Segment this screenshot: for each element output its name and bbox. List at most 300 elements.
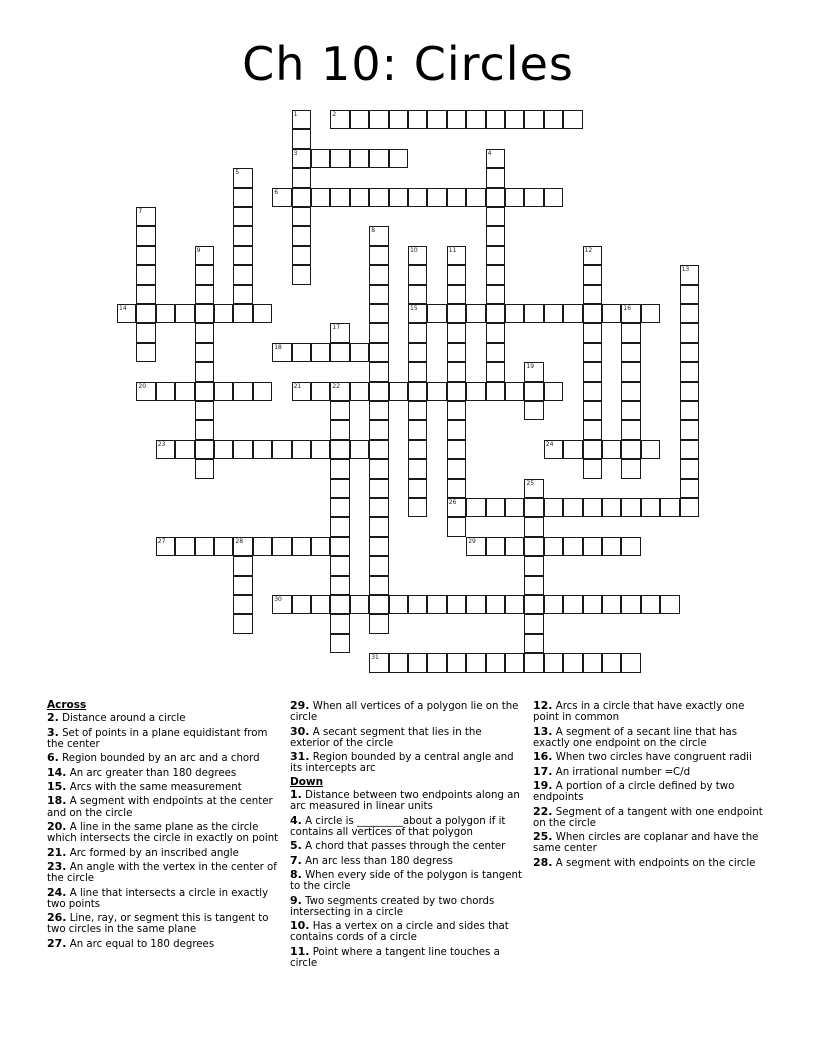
- grid-cell[interactable]: [350, 595, 369, 614]
- grid-cell[interactable]: [233, 440, 252, 459]
- grid-cell[interactable]: [660, 498, 679, 517]
- grid-cell[interactable]: [602, 498, 621, 517]
- grid-cell[interactable]: [330, 343, 349, 362]
- grid-cell[interactable]: [524, 614, 543, 633]
- grid-cell[interactable]: [447, 595, 466, 614]
- grid-cell[interactable]: [330, 401, 349, 420]
- grid-cell[interactable]: [311, 537, 330, 556]
- grid-cell[interactable]: [369, 401, 388, 420]
- grid-cell[interactable]: [660, 595, 679, 614]
- grid-cell[interactable]: [486, 498, 505, 517]
- grid-cell[interactable]: [524, 556, 543, 575]
- grid-cell[interactable]: [621, 459, 640, 478]
- grid-cell[interactable]: [389, 110, 408, 129]
- grid-cell[interactable]: [680, 362, 699, 381]
- grid-cell[interactable]: [369, 149, 388, 168]
- grid-cell[interactable]: [427, 304, 446, 323]
- grid-cell[interactable]: [369, 226, 388, 245]
- grid-cell[interactable]: [330, 614, 349, 633]
- grid-cell[interactable]: [117, 304, 136, 323]
- grid-cell[interactable]: [583, 362, 602, 381]
- grid-cell[interactable]: [195, 343, 214, 362]
- grid-cell[interactable]: [369, 110, 388, 129]
- grid-cell[interactable]: [583, 246, 602, 265]
- grid-cell[interactable]: [505, 304, 524, 323]
- grid-cell[interactable]: [641, 440, 660, 459]
- grid-cell[interactable]: [389, 653, 408, 672]
- grid-cell[interactable]: [563, 595, 582, 614]
- grid-cell[interactable]: [369, 285, 388, 304]
- grid-cell[interactable]: [583, 285, 602, 304]
- grid-cell[interactable]: [175, 537, 194, 556]
- grid-cell[interactable]: [408, 304, 427, 323]
- grid-cell[interactable]: [330, 382, 349, 401]
- grid-cell[interactable]: [583, 265, 602, 284]
- grid-cell[interactable]: [621, 323, 640, 342]
- grid-cell[interactable]: [641, 595, 660, 614]
- grid-cell[interactable]: [369, 517, 388, 536]
- grid-cell[interactable]: [408, 343, 427, 362]
- grid-cell[interactable]: [195, 440, 214, 459]
- grid-cell[interactable]: [680, 498, 699, 517]
- grid-cell[interactable]: [195, 459, 214, 478]
- grid-cell[interactable]: [447, 362, 466, 381]
- grid-cell[interactable]: [195, 265, 214, 284]
- grid-cell[interactable]: [233, 576, 252, 595]
- grid-cell[interactable]: [136, 246, 155, 265]
- grid-cell[interactable]: [233, 207, 252, 226]
- grid-cell[interactable]: [524, 304, 543, 323]
- grid-cell[interactable]: [369, 440, 388, 459]
- grid-cell[interactable]: [408, 382, 427, 401]
- grid-cell[interactable]: [369, 323, 388, 342]
- grid-cell[interactable]: [486, 265, 505, 284]
- grid-cell[interactable]: [233, 265, 252, 284]
- grid-cell[interactable]: [408, 440, 427, 459]
- grid-cell[interactable]: [272, 595, 291, 614]
- grid-cell[interactable]: [369, 188, 388, 207]
- grid-cell[interactable]: [427, 653, 446, 672]
- grid-cell[interactable]: [447, 110, 466, 129]
- grid-cell[interactable]: [621, 343, 640, 362]
- grid-cell[interactable]: [389, 382, 408, 401]
- grid-cell[interactable]: [330, 420, 349, 439]
- grid-cell[interactable]: [680, 285, 699, 304]
- grid-cell[interactable]: [195, 304, 214, 323]
- grid-cell[interactable]: [524, 110, 543, 129]
- grid-cell[interactable]: [680, 382, 699, 401]
- grid-cell[interactable]: [195, 362, 214, 381]
- grid-cell[interactable]: [524, 188, 543, 207]
- grid-cell[interactable]: [156, 440, 175, 459]
- grid-cell[interactable]: [621, 653, 640, 672]
- grid-cell[interactable]: [330, 517, 349, 536]
- grid-cell[interactable]: [466, 595, 485, 614]
- grid-cell[interactable]: [408, 362, 427, 381]
- grid-cell[interactable]: [621, 362, 640, 381]
- grid-cell[interactable]: [408, 323, 427, 342]
- grid-cell[interactable]: [369, 265, 388, 284]
- grid-cell[interactable]: [330, 149, 349, 168]
- grid-cell[interactable]: [505, 382, 524, 401]
- grid-cell[interactable]: [136, 343, 155, 362]
- grid-cell[interactable]: [505, 110, 524, 129]
- grid-cell[interactable]: [292, 110, 311, 129]
- grid-cell[interactable]: [253, 304, 272, 323]
- grid-cell[interactable]: [486, 207, 505, 226]
- grid-cell[interactable]: [214, 537, 233, 556]
- grid-cell[interactable]: [505, 498, 524, 517]
- grid-cell[interactable]: [136, 226, 155, 245]
- grid-cell[interactable]: [583, 653, 602, 672]
- grid-cell[interactable]: [292, 382, 311, 401]
- grid-cell[interactable]: [408, 420, 427, 439]
- grid-cell[interactable]: [486, 537, 505, 556]
- grid-cell[interactable]: [195, 382, 214, 401]
- grid-cell[interactable]: [524, 634, 543, 653]
- grid-cell[interactable]: [292, 207, 311, 226]
- grid-cell[interactable]: [427, 382, 446, 401]
- grid-cell[interactable]: [486, 168, 505, 187]
- grid-cell[interactable]: [583, 420, 602, 439]
- grid-cell[interactable]: [447, 517, 466, 536]
- grid-cell[interactable]: [369, 479, 388, 498]
- grid-cell[interactable]: [369, 498, 388, 517]
- grid-cell[interactable]: [583, 343, 602, 362]
- grid-cell[interactable]: [621, 420, 640, 439]
- grid-cell[interactable]: [330, 634, 349, 653]
- grid-cell[interactable]: [195, 323, 214, 342]
- grid-cell[interactable]: [311, 595, 330, 614]
- grid-cell[interactable]: [447, 285, 466, 304]
- grid-cell[interactable]: [272, 188, 291, 207]
- grid-cell[interactable]: [680, 304, 699, 323]
- grid-cell[interactable]: [486, 595, 505, 614]
- grid-cell[interactable]: [544, 498, 563, 517]
- grid-cell[interactable]: [408, 188, 427, 207]
- grid-cell[interactable]: [447, 265, 466, 284]
- grid-cell[interactable]: [486, 343, 505, 362]
- grid-cell[interactable]: [156, 537, 175, 556]
- grid-cell[interactable]: [563, 440, 582, 459]
- grid-cell[interactable]: [524, 362, 543, 381]
- grid-cell[interactable]: [330, 576, 349, 595]
- grid-cell[interactable]: [524, 653, 543, 672]
- grid-cell[interactable]: [505, 653, 524, 672]
- grid-cell[interactable]: [583, 537, 602, 556]
- grid-cell[interactable]: [408, 401, 427, 420]
- grid-cell[interactable]: [427, 595, 446, 614]
- grid-cell[interactable]: [214, 440, 233, 459]
- grid-cell[interactable]: [524, 382, 543, 401]
- grid-cell[interactable]: [330, 556, 349, 575]
- grid-cell[interactable]: [602, 653, 621, 672]
- grid-cell[interactable]: [486, 246, 505, 265]
- grid-cell[interactable]: [544, 188, 563, 207]
- grid-cell[interactable]: [447, 653, 466, 672]
- grid-cell[interactable]: [311, 188, 330, 207]
- grid-cell[interactable]: [408, 110, 427, 129]
- grid-cell[interactable]: [544, 440, 563, 459]
- grid-cell[interactable]: [233, 168, 252, 187]
- grid-cell[interactable]: [408, 246, 427, 265]
- grid-cell[interactable]: [621, 498, 640, 517]
- grid-cell[interactable]: [292, 149, 311, 168]
- grid-cell[interactable]: [408, 459, 427, 478]
- grid-cell[interactable]: [447, 188, 466, 207]
- grid-cell[interactable]: [583, 401, 602, 420]
- grid-cell[interactable]: [253, 382, 272, 401]
- grid-cell[interactable]: [175, 382, 194, 401]
- grid-cell[interactable]: [330, 323, 349, 342]
- grid-cell[interactable]: [602, 537, 621, 556]
- grid-cell[interactable]: [447, 246, 466, 265]
- grid-cell[interactable]: [602, 304, 621, 323]
- grid-cell[interactable]: [350, 343, 369, 362]
- grid-cell[interactable]: [408, 653, 427, 672]
- grid-cell[interactable]: [369, 343, 388, 362]
- grid-cell[interactable]: [156, 304, 175, 323]
- grid-cell[interactable]: [195, 537, 214, 556]
- grid-cell[interactable]: [330, 110, 349, 129]
- grid-cell[interactable]: [369, 576, 388, 595]
- grid-cell[interactable]: [621, 304, 640, 323]
- grid-cell[interactable]: [311, 440, 330, 459]
- grid-cell[interactable]: [524, 517, 543, 536]
- grid-cell[interactable]: [524, 576, 543, 595]
- grid-cell[interactable]: [563, 304, 582, 323]
- grid-cell[interactable]: [447, 459, 466, 478]
- grid-cell[interactable]: [350, 149, 369, 168]
- grid-cell[interactable]: [447, 304, 466, 323]
- grid-cell[interactable]: [544, 653, 563, 672]
- grid-cell[interactable]: [447, 382, 466, 401]
- grid-cell[interactable]: [680, 323, 699, 342]
- grid-cell[interactable]: [505, 595, 524, 614]
- grid-cell[interactable]: [369, 556, 388, 575]
- grid-cell[interactable]: [214, 382, 233, 401]
- grid-cell[interactable]: [292, 265, 311, 284]
- grid-cell[interactable]: [195, 401, 214, 420]
- grid-cell[interactable]: [369, 537, 388, 556]
- grid-cell[interactable]: [447, 343, 466, 362]
- grid-cell[interactable]: [136, 285, 155, 304]
- grid-cell[interactable]: [175, 440, 194, 459]
- grid-cell[interactable]: [136, 382, 155, 401]
- grid-cell[interactable]: [486, 226, 505, 245]
- grid-cell[interactable]: [680, 265, 699, 284]
- grid-cell[interactable]: [447, 323, 466, 342]
- grid-cell[interactable]: [641, 304, 660, 323]
- grid-cell[interactable]: [233, 246, 252, 265]
- grid-cell[interactable]: [621, 440, 640, 459]
- grid-cell[interactable]: [544, 382, 563, 401]
- grid-cell[interactable]: [427, 188, 446, 207]
- grid-cell[interactable]: [466, 188, 485, 207]
- grid-cell[interactable]: [486, 362, 505, 381]
- grid-cell[interactable]: [486, 188, 505, 207]
- grid-cell[interactable]: [486, 323, 505, 342]
- grid-cell[interactable]: [466, 110, 485, 129]
- grid-cell[interactable]: [486, 382, 505, 401]
- grid-cell[interactable]: [369, 304, 388, 323]
- grid-cell[interactable]: [292, 246, 311, 265]
- grid-cell[interactable]: [583, 382, 602, 401]
- grid-cell[interactable]: [563, 537, 582, 556]
- grid-cell[interactable]: [466, 382, 485, 401]
- grid-cell[interactable]: [447, 479, 466, 498]
- grid-cell[interactable]: [233, 188, 252, 207]
- grid-cell[interactable]: [292, 343, 311, 362]
- grid-cell[interactable]: [330, 498, 349, 517]
- grid-cell[interactable]: [621, 382, 640, 401]
- grid-cell[interactable]: [621, 537, 640, 556]
- grid-cell[interactable]: [195, 285, 214, 304]
- grid-cell[interactable]: [680, 440, 699, 459]
- grid-cell[interactable]: [680, 420, 699, 439]
- grid-cell[interactable]: [408, 498, 427, 517]
- grid-cell[interactable]: [175, 304, 194, 323]
- grid-cell[interactable]: [369, 595, 388, 614]
- grid-cell[interactable]: [233, 226, 252, 245]
- grid-cell[interactable]: [621, 401, 640, 420]
- grid-cell[interactable]: [544, 304, 563, 323]
- grid-cell[interactable]: [369, 362, 388, 381]
- grid-cell[interactable]: [447, 401, 466, 420]
- grid-cell[interactable]: [253, 440, 272, 459]
- grid-cell[interactable]: [563, 653, 582, 672]
- grid-cell[interactable]: [292, 188, 311, 207]
- grid-cell[interactable]: [447, 420, 466, 439]
- grid-cell[interactable]: [602, 440, 621, 459]
- grid-cell[interactable]: [311, 343, 330, 362]
- grid-cell[interactable]: [389, 149, 408, 168]
- grid-cell[interactable]: [524, 498, 543, 517]
- grid-cell[interactable]: [369, 653, 388, 672]
- grid-cell[interactable]: [583, 440, 602, 459]
- grid-cell[interactable]: [292, 595, 311, 614]
- grid-cell[interactable]: [408, 265, 427, 284]
- grid-cell[interactable]: [350, 110, 369, 129]
- grid-cell[interactable]: [292, 168, 311, 187]
- grid-cell[interactable]: [330, 479, 349, 498]
- grid-cell[interactable]: [544, 537, 563, 556]
- grid-cell[interactable]: [389, 595, 408, 614]
- grid-cell[interactable]: [486, 149, 505, 168]
- grid-cell[interactable]: [524, 537, 543, 556]
- grid-cell[interactable]: [466, 304, 485, 323]
- grid-cell[interactable]: [136, 207, 155, 226]
- grid-cell[interactable]: [505, 188, 524, 207]
- grid-cell[interactable]: [292, 226, 311, 245]
- grid-cell[interactable]: [369, 382, 388, 401]
- grid-cell[interactable]: [311, 149, 330, 168]
- grid-cell[interactable]: [680, 401, 699, 420]
- grid-cell[interactable]: [427, 110, 446, 129]
- grid-cell[interactable]: [330, 537, 349, 556]
- grid-cell[interactable]: [233, 304, 252, 323]
- grid-cell[interactable]: [583, 323, 602, 342]
- grid-cell[interactable]: [350, 382, 369, 401]
- grid-cell[interactable]: [350, 440, 369, 459]
- grid-cell[interactable]: [524, 401, 543, 420]
- grid-cell[interactable]: [641, 498, 660, 517]
- grid-cell[interactable]: [292, 129, 311, 148]
- grid-cell[interactable]: [272, 343, 291, 362]
- grid-cell[interactable]: [330, 188, 349, 207]
- grid-cell[interactable]: [272, 440, 291, 459]
- grid-cell[interactable]: [233, 595, 252, 614]
- grid-cell[interactable]: [369, 614, 388, 633]
- grid-cell[interactable]: [486, 304, 505, 323]
- grid-cell[interactable]: [136, 304, 155, 323]
- grid-cell[interactable]: [486, 285, 505, 304]
- grid-cell[interactable]: [389, 188, 408, 207]
- grid-cell[interactable]: [369, 420, 388, 439]
- grid-cell[interactable]: [583, 304, 602, 323]
- grid-cell[interactable]: [408, 285, 427, 304]
- grid-cell[interactable]: [330, 595, 349, 614]
- grid-cell[interactable]: [524, 479, 543, 498]
- grid-cell[interactable]: [369, 459, 388, 478]
- grid-cell[interactable]: [233, 382, 252, 401]
- grid-cell[interactable]: [195, 246, 214, 265]
- grid-cell[interactable]: [292, 537, 311, 556]
- grid-cell[interactable]: [253, 537, 272, 556]
- grid-cell[interactable]: [583, 498, 602, 517]
- grid-cell[interactable]: [563, 110, 582, 129]
- grid-cell[interactable]: [486, 653, 505, 672]
- grid-cell[interactable]: [544, 110, 563, 129]
- grid-cell[interactable]: [466, 537, 485, 556]
- grid-cell[interactable]: [311, 382, 330, 401]
- grid-cell[interactable]: [447, 498, 466, 517]
- grid-cell[interactable]: [466, 653, 485, 672]
- grid-cell[interactable]: [233, 614, 252, 633]
- grid-cell[interactable]: [292, 440, 311, 459]
- grid-cell[interactable]: [680, 479, 699, 498]
- grid-cell[interactable]: [621, 595, 640, 614]
- grid-cell[interactable]: [214, 304, 233, 323]
- grid-cell[interactable]: [680, 343, 699, 362]
- grid-cell[interactable]: [524, 595, 543, 614]
- grid-cell[interactable]: [330, 440, 349, 459]
- grid-cell[interactable]: [544, 595, 563, 614]
- grid-cell[interactable]: [233, 285, 252, 304]
- grid-cell[interactable]: [136, 265, 155, 284]
- grid-cell[interactable]: [195, 420, 214, 439]
- grid-cell[interactable]: [486, 110, 505, 129]
- grid-cell[interactable]: [350, 188, 369, 207]
- grid-cell[interactable]: [583, 459, 602, 478]
- grid-cell[interactable]: [408, 479, 427, 498]
- grid-cell[interactable]: [156, 382, 175, 401]
- grid-cell[interactable]: [233, 556, 252, 575]
- grid-cell[interactable]: [136, 323, 155, 342]
- grid-cell[interactable]: [272, 537, 291, 556]
- grid-cell[interactable]: [369, 246, 388, 265]
- grid-cell[interactable]: [602, 595, 621, 614]
- grid-cell[interactable]: [447, 440, 466, 459]
- grid-cell[interactable]: [408, 595, 427, 614]
- grid-cell[interactable]: [583, 595, 602, 614]
- grid-cell[interactable]: [563, 498, 582, 517]
- grid-cell[interactable]: [330, 459, 349, 478]
- grid-cell[interactable]: [680, 459, 699, 478]
- grid-cell[interactable]: [233, 537, 252, 556]
- grid-cell[interactable]: [505, 537, 524, 556]
- grid-cell[interactable]: [466, 498, 485, 517]
